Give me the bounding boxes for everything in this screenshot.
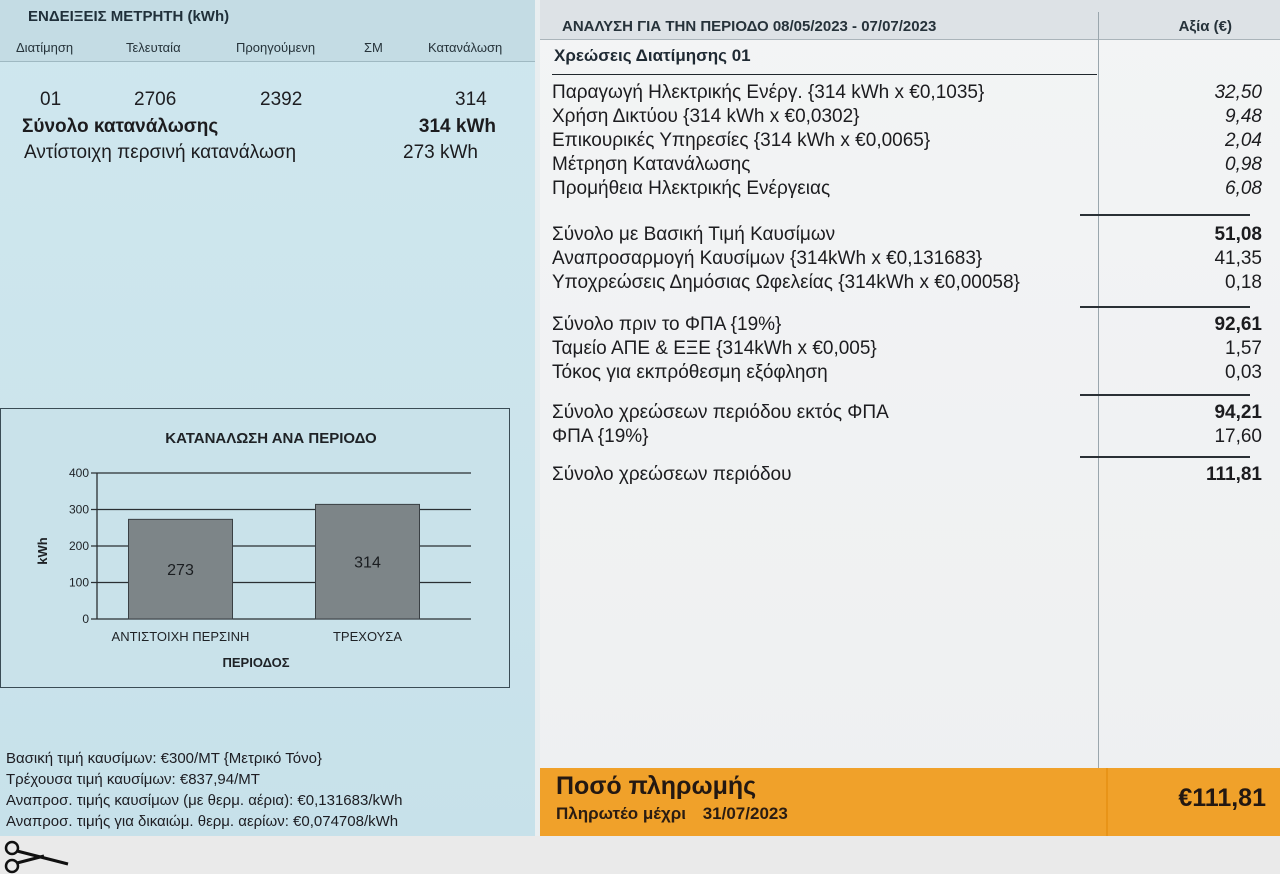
charge-amount: 17,60 bbox=[1214, 426, 1262, 447]
charge-label: Επικουρικές Υπηρεσίες {314 kWh x €0,0065} bbox=[552, 130, 931, 151]
chart-x-tick-label: ΑΝΤΙΣΤΟΙΧΗ ΠΕΡΣΙΝΗ bbox=[111, 629, 250, 644]
charge-amount: 0,18 bbox=[1225, 272, 1262, 293]
charge-label: Τόκος για εκπρόθεσμη εξόφληση bbox=[552, 362, 828, 383]
chart-y-tick-label: 200 bbox=[68, 539, 89, 553]
payment-divider bbox=[1106, 768, 1108, 836]
charge-amount: 0,98 bbox=[1225, 154, 1262, 175]
reading-tariff: 01 bbox=[40, 89, 62, 110]
subtotal-separator bbox=[1080, 394, 1250, 396]
chart-bar-value-label: 314 bbox=[354, 554, 381, 572]
reading-consumption: 314 bbox=[455, 89, 487, 110]
charge-amount: 94,21 bbox=[1214, 402, 1262, 423]
col-tariff: Διατίμηση bbox=[16, 40, 74, 55]
chart-x-tick-label: ΤΡΕΧΟΥΣΑ bbox=[332, 629, 403, 644]
payment-band bbox=[540, 768, 1280, 836]
total-consumption-value: 314 kWh bbox=[418, 116, 496, 137]
chart-y-tick-label: 100 bbox=[68, 575, 89, 590]
charges-title: Χρεώσεις Διατίμησης 01 bbox=[554, 46, 751, 65]
payment-due-label: Πληρωτέο μέχρι bbox=[556, 804, 686, 823]
analysis-title: ΑΝΑΛΥΣΗ ΓΙΑ ΤΗΝ ΠΕΡΙΟΔΟ 08/05/2023 - 07/07/2023 bbox=[562, 18, 937, 35]
charge-amount: 0,03 bbox=[1225, 362, 1262, 383]
consumption-chart bbox=[0, 408, 510, 688]
lastyear-consumption-value: 273 kWh bbox=[403, 142, 478, 163]
subtotal-separator bbox=[1080, 306, 1250, 308]
charge-label: Αναπροσαρμογή Καυσίμων {314kWh x €0,131683} bbox=[552, 248, 983, 269]
total-consumption-line bbox=[22, 116, 502, 138]
chart-y-tick-label: 0 bbox=[82, 612, 89, 626]
chart-title: ΚΑΤΑΝΑΛΩΣΗ ΑΝΑ ΠΕΡΙΟΔΟ bbox=[165, 430, 377, 447]
meter-title: ΕΝΔΕΙΞΕΙΣ ΜΕΤΡΗΤΗ (kWh) bbox=[28, 8, 230, 25]
column-divider bbox=[1098, 12, 1099, 772]
charge-label: Ταμείο ΑΠΕ & ΕΞΕ {314kWh x €0,005} bbox=[552, 338, 877, 359]
tear-strip bbox=[0, 836, 1280, 874]
fuel-info-line: Αναπροσ. τιμής καυσίμων (με θερμ. αέρια): €0,131683/kWh bbox=[6, 792, 403, 809]
lastyear-consumption-line bbox=[24, 142, 484, 164]
subtotal-separator bbox=[1080, 214, 1250, 216]
charge-label: Προμήθεια Ηλεκτρικής Ενέργειας bbox=[552, 178, 831, 199]
fuel-info-line: Βασική τιμή καυσίμων: €300/MT {Μετρικό Τόνο} bbox=[6, 750, 322, 767]
analysis-panel bbox=[540, 0, 1280, 836]
charge-label: Μέτρηση Κατανάλωσης bbox=[552, 154, 751, 175]
col-sm: ΣΜ bbox=[364, 40, 383, 55]
charge-label: Χρήση Δικτύου {314 kWh x €0,0302} bbox=[552, 106, 860, 127]
charge-label: Σύνολο πριν το ΦΠΑ {19%} bbox=[552, 314, 782, 335]
charge-amount: 6,08 bbox=[1225, 178, 1262, 199]
charges-underline bbox=[552, 74, 1097, 75]
reading-previous: 2392 bbox=[260, 89, 303, 110]
fuel-info bbox=[6, 748, 403, 832]
charge-label: Σύνολο χρεώσεων περιόδου εκτός ΦΠΑ bbox=[552, 402, 889, 423]
chart-x-axis-label: ΠΕΡΙΟΔΟΣ bbox=[222, 655, 290, 670]
meter-header bbox=[0, 0, 535, 62]
charge-amount: 1,57 bbox=[1225, 338, 1262, 359]
charge-amount: 32,50 bbox=[1214, 82, 1262, 103]
col-last: Τελευταία bbox=[126, 40, 181, 55]
payment-due bbox=[556, 804, 788, 824]
chart-bar-value-label: 273 bbox=[167, 562, 194, 580]
charge-label: Υποχρεώσεις Δημόσιας Ωφελείας {314kWh x €0,00058} bbox=[552, 272, 1020, 293]
total-separator bbox=[1080, 456, 1250, 458]
charge-label: Παραγωγή Ηλεκτρικής Ενέργ. {314 kWh x €0,1035} bbox=[552, 82, 985, 103]
payment-amount: €111,81 bbox=[1178, 784, 1266, 812]
charge-label: ΦΠΑ {19%} bbox=[552, 426, 649, 447]
analysis-header bbox=[540, 0, 1280, 40]
scissors-icon bbox=[2, 838, 72, 874]
col-previous: Προηγούμενη bbox=[236, 40, 316, 55]
charge-amount: 51,08 bbox=[1214, 224, 1262, 245]
charge-amount: 2,04 bbox=[1225, 130, 1262, 151]
charge-amount: 9,48 bbox=[1225, 106, 1262, 127]
chart-y-tick-label: 400 bbox=[68, 466, 89, 480]
col-consumption: Κατανάλωση bbox=[428, 40, 503, 55]
payment-title: Ποσό πληρωμής bbox=[556, 772, 757, 800]
charge-amount: 41,35 bbox=[1214, 248, 1262, 269]
lastyear-consumption-label: Αντίστοιχη περσινή κατανάλωση bbox=[24, 142, 297, 163]
chart-svg bbox=[1, 409, 509, 687]
charge-amount: 92,61 bbox=[1214, 314, 1262, 335]
charge-label: Σύνολο χρεώσεων περιόδου bbox=[552, 464, 792, 485]
value-column-header: Αξία (€) bbox=[1178, 18, 1232, 35]
fuel-info-line: Τρέχουσα τιμή καυσίμων: €837,94/MT bbox=[6, 771, 260, 788]
meter-readings-panel bbox=[0, 0, 535, 836]
charge-label: Σύνολο με Βασική Τιμή Καυσίμων bbox=[552, 224, 836, 245]
chart-y-tick-label: 300 bbox=[68, 502, 89, 517]
fuel-info-line: Αναπροσ. τιμής για δικαιώμ. θερμ. αερίων: €0,074708/kWh bbox=[6, 813, 399, 830]
total-consumption-label: Σύνολο κατανάλωσης bbox=[22, 116, 219, 137]
reading-last: 2706 bbox=[134, 89, 177, 110]
chart-y-axis-label: kWh bbox=[35, 537, 50, 565]
payment-due-date: 31/07/2023 bbox=[702, 804, 788, 823]
charge-amount: 111,81 bbox=[1205, 464, 1262, 485]
